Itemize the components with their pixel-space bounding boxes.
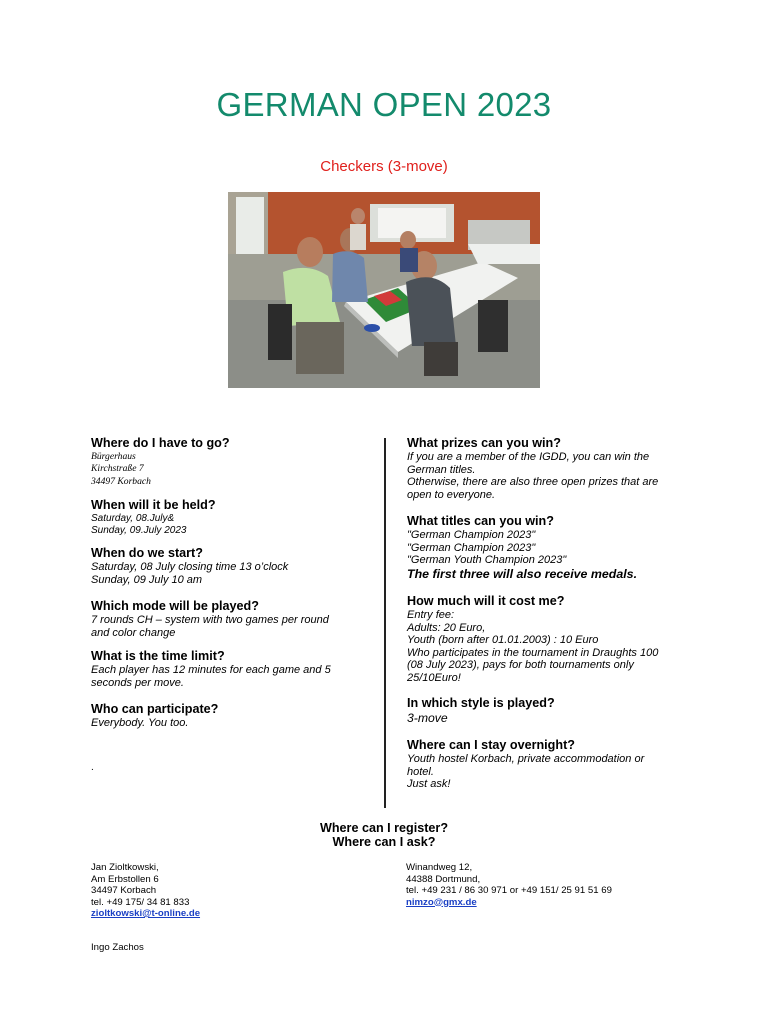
answer-cost-line6: 25/10Euro! [407,671,461,684]
question-time: What is the time limit? [91,649,225,663]
contact-right-email-link[interactable]: nimzo@gmx.de [406,896,477,908]
answer-titles-line3: "German Youth Champion 2023" [407,554,567,567]
question-prizes: What prizes can you win? [407,436,561,450]
section-titles [407,514,697,582]
answer-where-line1: Bürgerhaus [91,451,136,462]
section-mode [91,599,381,639]
question-overnight: Where can I stay overnight? [407,738,575,752]
question-cost: How much will it cost me? [407,594,565,608]
question-style: In which style is played? [407,696,555,710]
question-mode: Which mode will be played? [91,599,259,613]
answer-start-line1: Saturday, 08 July closing time 13 o’clock [91,561,289,573]
section-start [91,546,381,586]
section-where [91,436,381,488]
section-when [91,498,381,537]
section-style [407,696,697,726]
contact-right-city: 44388 Dortmund, [406,873,481,885]
section-who [91,702,381,730]
answer-where-line2: Kirchstraße 7 [91,463,144,475]
answer-when-line1: Saturday, 08.July& [91,513,175,524]
section-prizes [407,436,697,501]
ask-question: Where can I ask? [332,835,436,849]
section-time [91,649,381,689]
answer-start-line2: Sunday, 09 July 10 am [91,573,203,586]
answer-mode-line2: and color change [91,626,176,639]
answer-overnight-line3: Just ask! [407,778,451,791]
contact-right-tel: tel. +49 231 / 86 30 971 or +49 151/ 25 91 51 69 [406,885,612,896]
answer-cost-line5: (08 July 2023), pays for both tournaments only [407,659,634,672]
answer-titles-line2: "German Champion 2023" [407,541,536,554]
section-overnight [407,738,697,791]
answer-cost-line2: Adults: 20 Euro, [407,621,486,634]
contact-left [91,862,200,920]
tournament-photo [228,192,540,388]
answer-cost-line3: Youth (born after 01.01.2003) : 10 Euro [407,634,599,647]
contact-right-street: Winandweg 12, [406,862,473,873]
answer-prizes-line2: German titles. [407,463,476,476]
answer-who-line1: Everybody. You too. [91,717,189,729]
question-start: When do we start? [91,546,203,560]
contact-left-city: 34497 Korbach [91,885,157,896]
question-when: When will it be held? [91,498,216,512]
answer-time-line1: Each player has 12 minutes for each game and 5 [91,664,331,676]
page-subtitle: Checkers (3-move) [320,158,448,175]
contact-left-street: Am Erbstollen 6 [91,873,159,885]
answer-overnight-line1: Youth hostel Korbach, private accommodation or [407,753,645,765]
answer-where-line3: 34497 Korbach [91,475,151,487]
answer-mode-line1: 7 rounds CH – system with two games per round [91,614,329,626]
answer-prizes-line3: Otherwise, there are also three open prizes that are [407,476,659,489]
signer-name: Ingo Zachos [91,942,144,953]
answer-style-line1: 3-move [407,711,448,725]
answer-titles-medals: The first three will also receive medals. [407,566,638,581]
question-where: Where do I have to go? [91,436,230,450]
question-titles: What titles can you win? [407,514,554,528]
answer-when-line2: Sunday, 09.July 2023 [91,525,187,536]
contact-left-tel: tel. +49 175/ 34 81 833 [91,896,190,908]
stray-dot: . [91,762,94,773]
page-title: GERMAN OPEN 2023 [216,86,552,123]
answer-overnight-line2: hotel. [407,765,434,778]
question-who: Who can participate? [91,702,219,716]
answer-cost-line1: Entry fee: [407,609,455,621]
answer-prizes-line1: If you are a member of the IGDD, you can win the [407,451,650,463]
tournament-photo-drawing [228,192,540,388]
contact-left-email-link[interactable]: zioltkowski@t-online.de [91,908,201,919]
answer-titles-line1: "German Champion 2023" [407,529,536,541]
contact-left-name: Jan Zioltkowski, [91,862,159,873]
answer-cost-line4: Who participates in the tournament in Draughts 100 [407,646,659,659]
section-cost [407,594,697,685]
column-divider [384,438,386,808]
answer-prizes-line4: open to everyone. [407,488,496,501]
register-question: Where can I register? [319,821,449,835]
answer-time-line2: seconds per move. [91,676,184,689]
contact-right [406,862,612,908]
